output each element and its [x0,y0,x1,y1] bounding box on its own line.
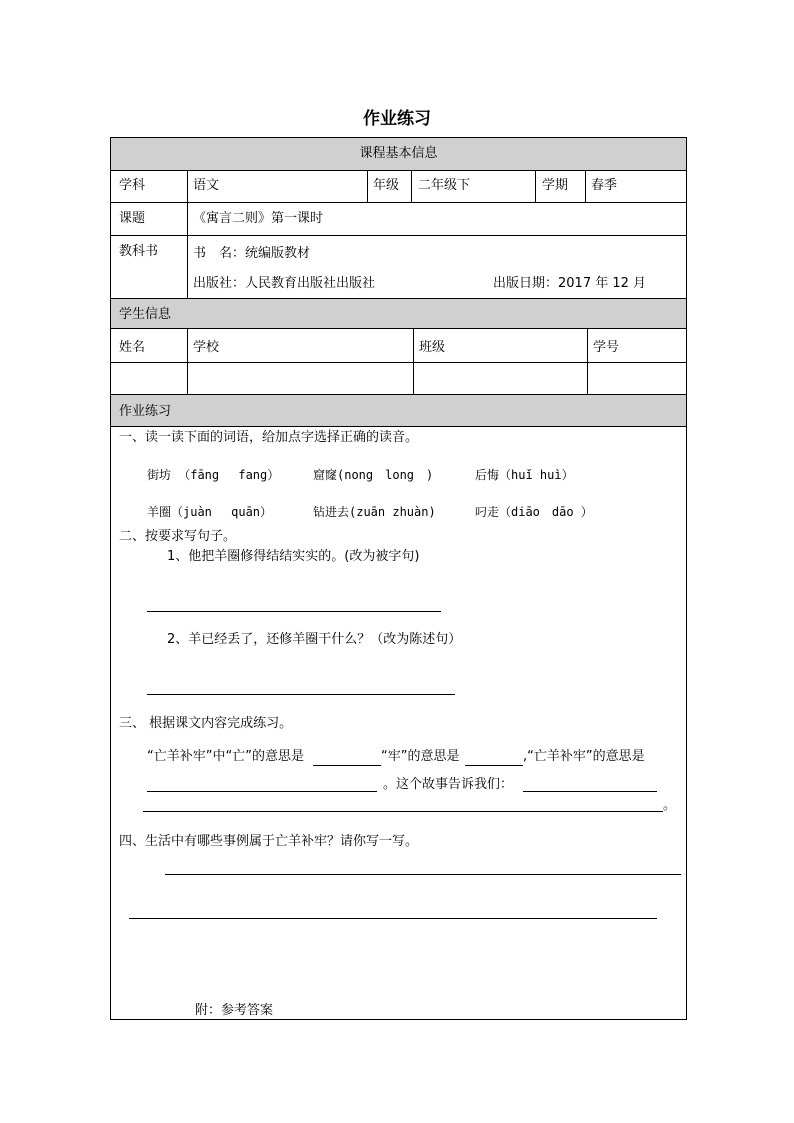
q1-item-houhui: 后悔（huǐ huì） [475,468,574,482]
course-info-header: 课程基本信息 [359,146,438,161]
textbook-label: 教科书 [119,244,159,259]
question-4-title: 四、生活中有哪些事例属于亡羊补牢？请你写一写。 [119,834,419,849]
question-3-title: 三、 根据课文内容完成练习。 [119,716,293,731]
student-info-header-bg [111,298,686,328]
publish-date: 出版日期：2017 年 12 月 [493,276,647,291]
school-label: 学校 [193,340,220,355]
student-id-label: 学号 [593,340,620,355]
q2-answer-line-2[interactable] [147,694,455,695]
q3-line-1c: ,“亡羊补牢”的意思是 [523,749,645,764]
q1-item-zuanjinqu: 钻进去(zuān zhuàn) [313,505,436,519]
publisher: 出版社：人民教育出版社出版社 [193,276,376,291]
subject-label: 学科 [119,178,146,193]
homework-header: 作业练习 [119,404,172,419]
q3-blank-lesson-2[interactable] [143,811,663,812]
book-name: 书 名：统编版教材 [193,246,311,261]
q3-blank-wang[interactable] [313,765,381,766]
class-label: 班级 [419,340,446,355]
school-input-cell[interactable] [188,363,412,393]
q2-sub-1: 1、他把羊圈修得结结实实的。(改为被字句) [167,549,420,564]
student-id-input-cell[interactable] [588,363,686,393]
q3-line-1a: “亡羊补牢”中“亡”的意思是 [147,749,304,764]
q1-item-diaozou: 叼走（diāo dāo ） [475,505,593,519]
name-input-cell[interactable] [112,363,186,393]
page-title: 作业练习 [363,109,431,129]
q4-answer-line-1[interactable] [165,874,681,875]
grade-value: 二年级下 [418,178,471,193]
q3-line-3-end: 。 [663,798,677,813]
name-label: 姓名 [119,340,146,355]
lesson-label: 课题 [119,211,146,226]
class-input-cell[interactable] [414,363,586,393]
q1-item-kulong: 窟窿(nong long ) [313,468,434,482]
question-1-title: 一、读一读下面的词语，给加点字选择正确的读音。 [119,430,419,445]
term-label: 学期 [542,178,569,193]
appendix-label: 附：参考答案 [195,1003,274,1018]
homework-header-bg [111,394,686,426]
q3-line-2: 。这个故事告诉我们： [383,777,514,792]
grade-label: 年级 [373,178,400,193]
term-value: 春季 [591,178,618,193]
q2-sub-2: 2、羊已经丢了，还修羊圈干什么？（改为陈述句） [167,632,462,647]
student-info-header: 学生信息 [119,307,172,322]
q1-item-jiefang: 街坊 （fāng fang） [147,468,280,482]
subject-value: 语文 [193,178,220,193]
q2-answer-line-1[interactable] [147,611,441,612]
question-2-title: 二、按要求写句子。 [119,529,237,544]
lesson-value: 《寓言二则》第一课时 [193,211,324,226]
q4-answer-line-2[interactable] [129,918,657,919]
q1-item-yangjuan: 羊圈（juàn quān） [147,505,273,519]
homework-sheet [110,137,687,1020]
q3-blank-meaning[interactable] [147,791,377,792]
q3-line-1b: “牢”的意思是 [381,749,460,764]
q3-blank-lesson-1[interactable] [523,791,657,792]
q3-blank-lao[interactable] [465,765,523,766]
